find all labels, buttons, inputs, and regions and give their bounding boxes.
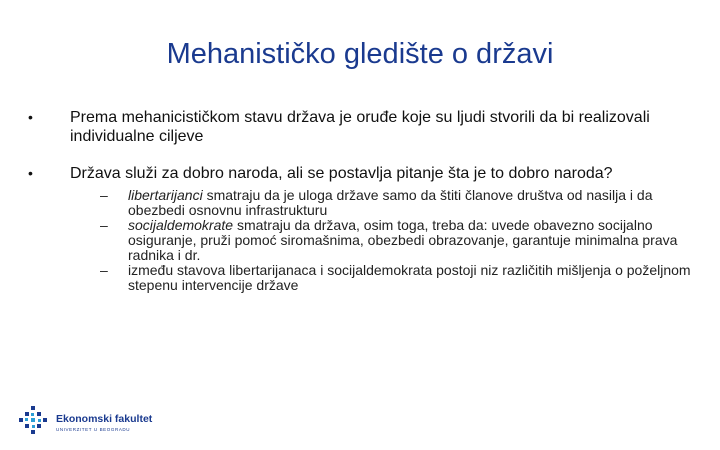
faculty-logo [14,404,174,440]
sub-bullet-item [100,263,710,293]
sub-bullet-marker: – [100,187,108,203]
sub-bullet-text: između stavova libertarijanaca i socijaldemokrata postoji niz različitih mišljenja o poželjnom stepenu intervencije države [128,262,691,293]
sub-bullet-text: smatraju da je uloga države samo da štiti članove društva od nasilja i da obezbedi osnovnu infrastrukturu [128,187,653,218]
sub-bullet-item [100,218,710,263]
bullet-marker: • [28,109,33,125]
bullet-text: Država služi za dobro naroda, ali se postavlja pitanje šta je to dobro naroda? [70,165,613,182]
sub-bullet-item [100,188,710,218]
sub-bullet-term: libertarijanci [128,187,203,203]
logo-subtitle: UNIVERZITET U BEOGRADU [56,427,131,432]
sub-bullet-term: socijaldemokrate [128,217,234,233]
bullet-text: Prema mehanicističkom stavu država je oruđe koje su ljudi stvorili da bi realizovali individualne ciljeve [70,109,650,145]
logo-name: Ekonomski fakultet [56,413,153,425]
bullet-list [28,108,698,293]
sub-bullet-marker: – [100,262,108,278]
sub-bullet-text: smatraju da država, osim toga, treba da: uvede obavezno socijalno osiguranje, pruži pomoć siromašnima, obezbedi obrazovanje, garantuje minimalna prava radnika i dr. [128,217,678,263]
sub-bullet-marker: – [100,217,108,233]
bullet-item [28,164,698,183]
slide-title: Mehanističko gledište o državi [166,38,554,70]
sub-bullet-list [100,188,710,293]
logo-dots-icon [14,404,52,440]
bullet-marker: • [28,165,33,181]
bullet-item [28,108,698,146]
